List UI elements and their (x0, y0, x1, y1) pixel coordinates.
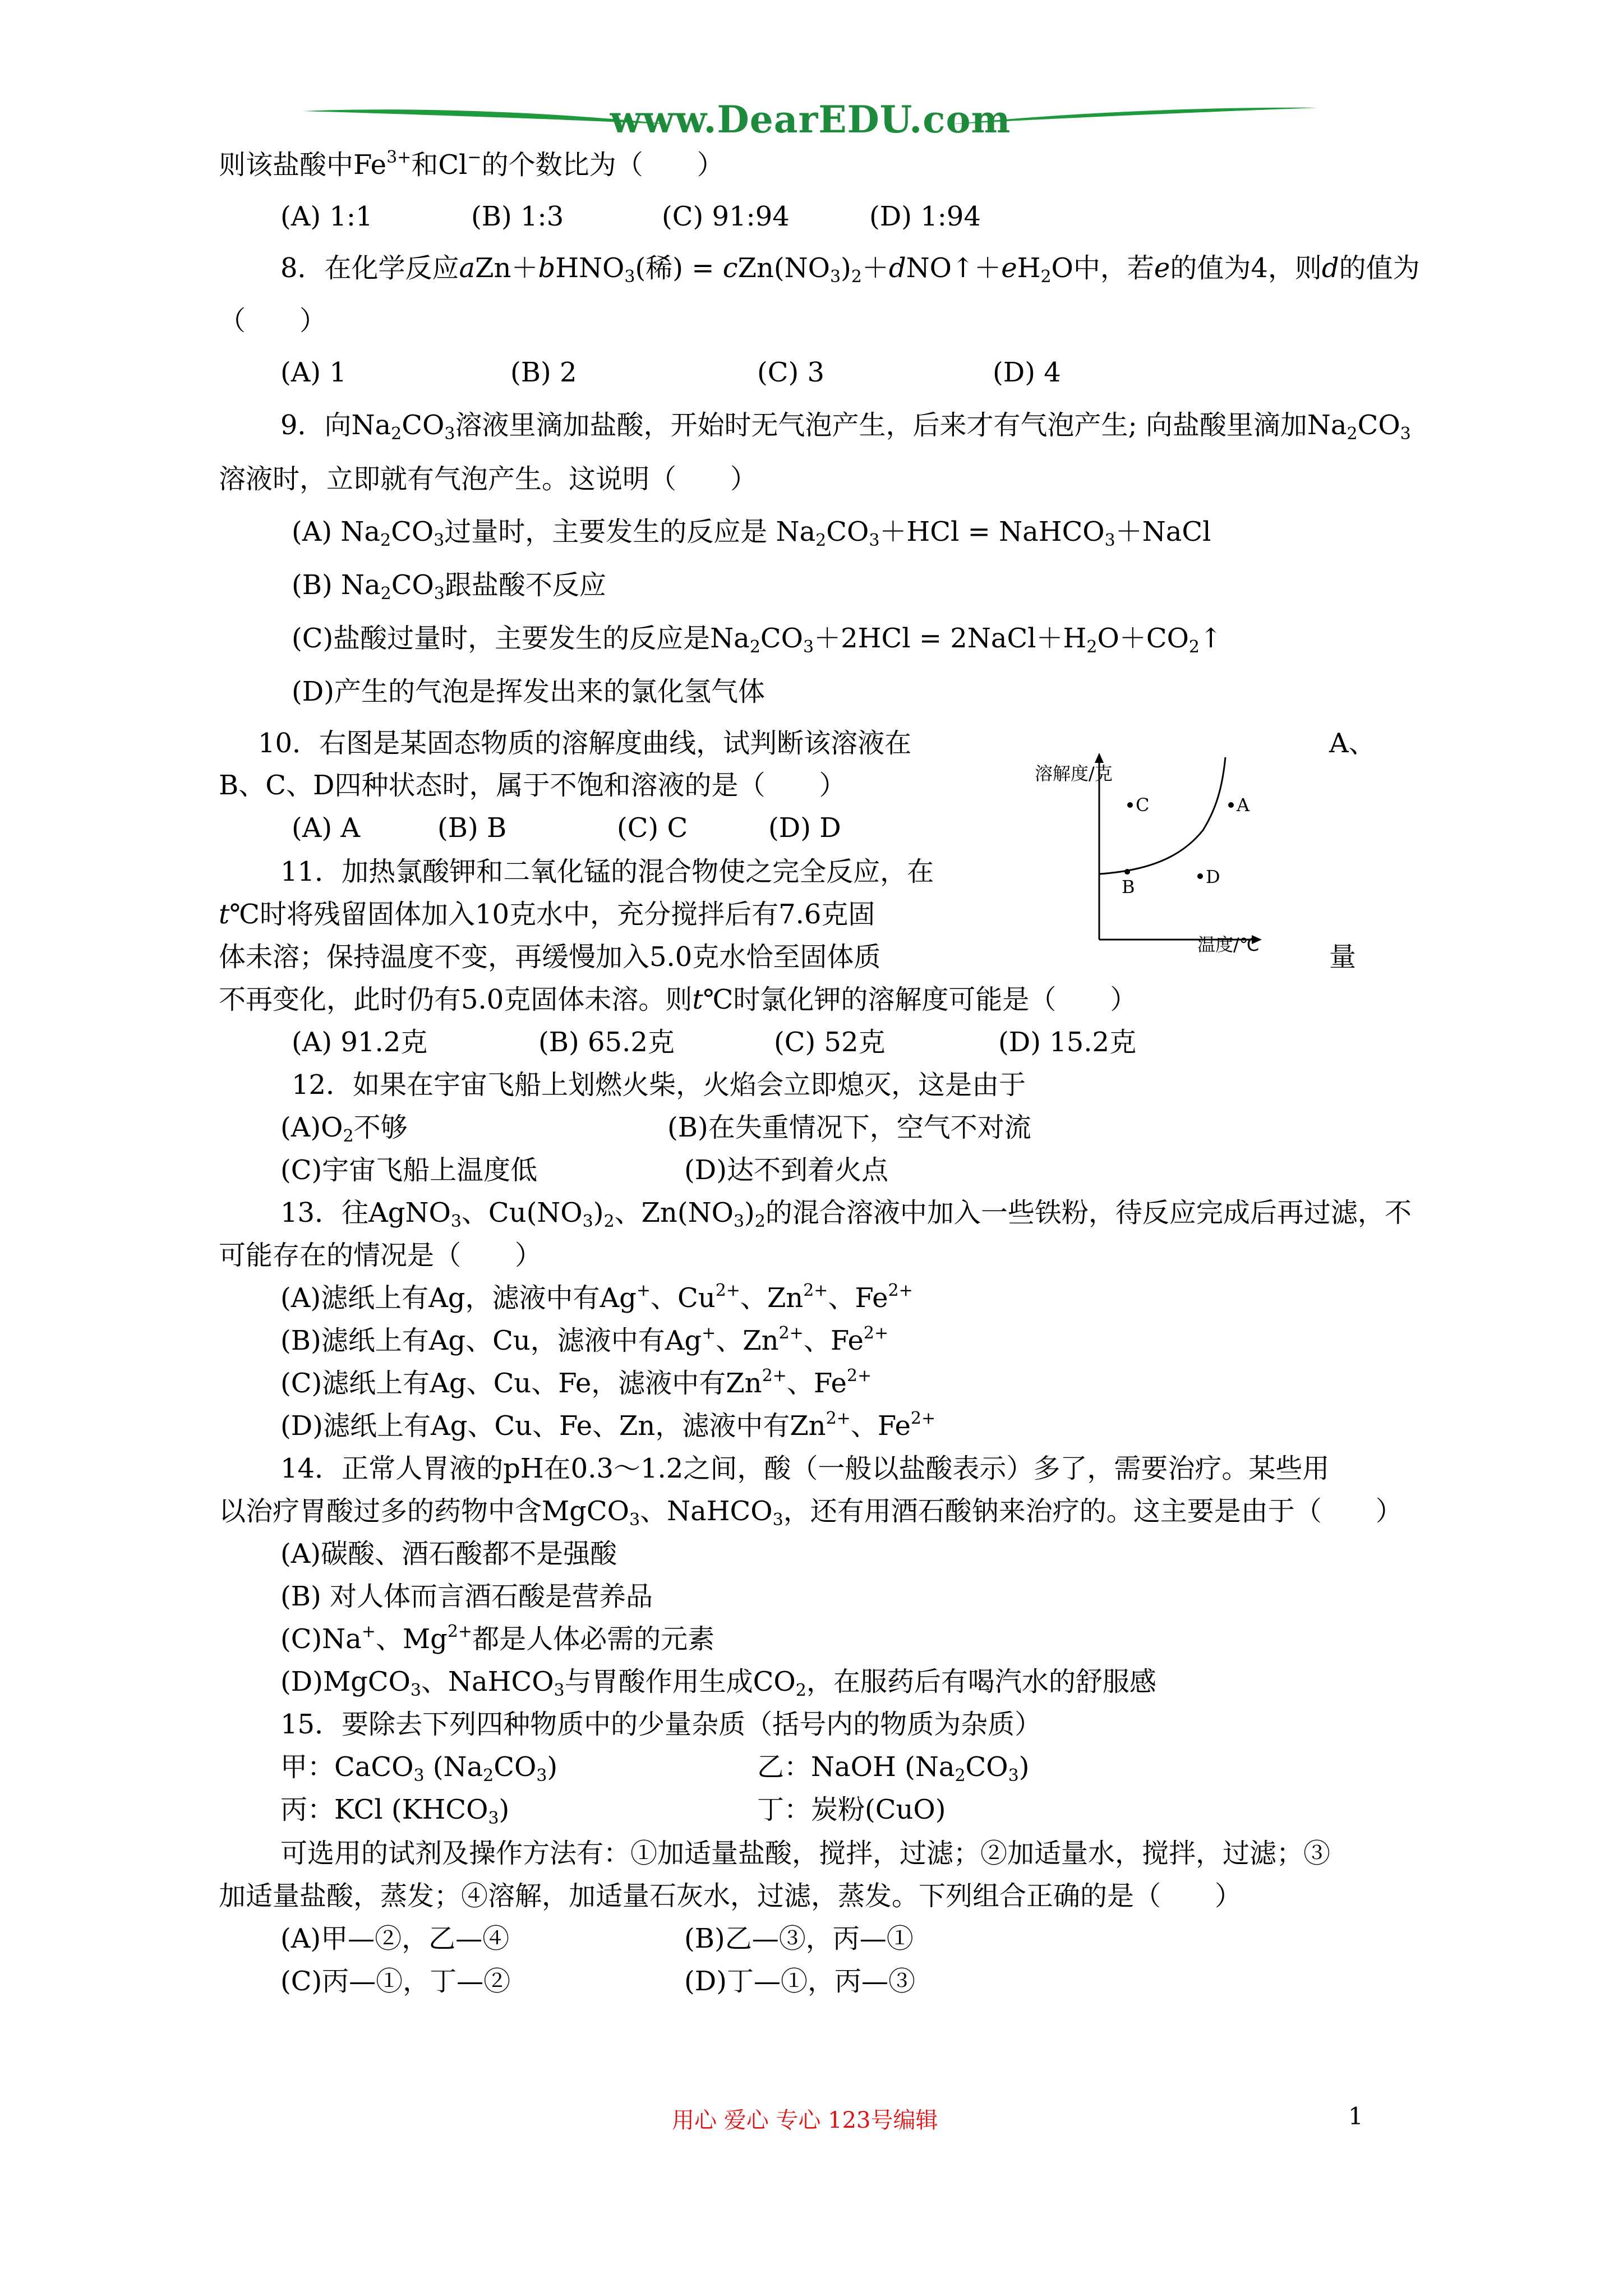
x-axis-label: 温度/℃ (1197, 934, 1260, 955)
point-a-label: A (1237, 794, 1250, 816)
q14-d1: (D)MgCO (280, 1666, 411, 1697)
q12-a2: 不够 (353, 1112, 408, 1143)
q15-bing2: ) (499, 1794, 510, 1825)
q13-a1: (A)滤纸上有Ag，滤液中有Ag (280, 1282, 637, 1314)
q9-l1s4: 3 (1400, 424, 1411, 444)
q7-stem-a: 则该盐酸中Fe (219, 149, 387, 181)
q10-option-d: (D) D (768, 812, 841, 844)
q11-line1: 11．加热氯酸钾和二氧化锰的混合物使之完全反应，在 (280, 856, 934, 887)
q9-option-c (292, 623, 1223, 657)
q9-c1: (C)盐酸过量时，主要发生的反应是Na (292, 623, 750, 654)
q8-s3: HNO (555, 252, 625, 284)
q14-ds3: 2 (795, 1681, 806, 1700)
q8-s5: Zn(NO (737, 252, 830, 284)
q15-methods-line1: 可选用的试剂及操作方法有：①加适量盐酸，搅拌，过滤；②加适量水，搅拌，过滤；③ (280, 1838, 1331, 1869)
q8-s4: (稀) = (635, 252, 723, 284)
q9-stem-line1 (280, 409, 1411, 444)
q14-l2a: 以治疗胃酸过多的药物中含MgCO (219, 1496, 629, 1527)
q10-stem-line1: 10．右图是某固态物质的溶解度曲线，试判断该溶液在 (258, 728, 912, 759)
q7-stem-c: 的个数比为（ ） (481, 149, 724, 181)
q8-var-d: d (888, 252, 906, 284)
q11-option-b: (B) 65.2克 (538, 1027, 675, 1058)
q15-item-jia (280, 1751, 558, 1786)
q13-l1s4: 3 (733, 1212, 745, 1231)
q9-as3: 2 (815, 531, 827, 550)
q15-item-yi (757, 1751, 1030, 1786)
q9-b2: CO (391, 569, 434, 601)
q9-b1: (B) Na (292, 569, 381, 601)
q9-bs1: 2 (380, 584, 391, 604)
q9-c5: ↑ (1200, 623, 1223, 654)
q13-stem-line1 (280, 1197, 1412, 1231)
q9-a4: CO (826, 516, 869, 547)
q11-l2b: ℃时将残留固体加入10克水中，充分搅拌后有7.6克固 (229, 899, 875, 930)
q11-option-a: (A) 91.2克 (292, 1027, 428, 1058)
q15-jias3: 3 (536, 1766, 547, 1786)
point-d-dot (1197, 873, 1203, 879)
q10-stem-line1-tail: A、 (1329, 728, 1376, 759)
q14-d3: 与胃酸作用生成CO (564, 1666, 796, 1697)
q14-stem-line1: 14．正常人胃液的pH在0.3～1.2之间，酸（一般以盐酸表示）多了，需要治疗。某些用 (280, 1453, 1330, 1484)
q9-option-a (292, 516, 1211, 550)
q13-bp1: + (702, 1323, 716, 1343)
q15-yis1: 2 (955, 1766, 966, 1786)
q8-var-c: c (722, 252, 738, 284)
q8-stem (280, 252, 1420, 287)
q13-option-a (280, 1282, 913, 1314)
q9-a1: (A) Na (292, 516, 380, 547)
q12-option-d: (D)达不到着火点 (684, 1154, 888, 1186)
point-b-dot (1124, 869, 1130, 875)
q13-l1d: 、Zn(NO (614, 1197, 734, 1228)
q13-l1c: ) (593, 1197, 604, 1228)
q11-line2 (219, 899, 875, 930)
q15-option-b: (B)乙—③，丙—① (684, 1923, 914, 1954)
q8-var-a: a (459, 252, 476, 284)
q13-ap1: + (636, 1281, 651, 1300)
q8-sub3: 3 (624, 267, 635, 287)
q9-cs3: 2 (1086, 637, 1098, 657)
q9-bs2: 3 (434, 584, 445, 604)
q8-sub6: 2 (851, 267, 862, 287)
site-header-banner (303, 90, 1318, 146)
chart-svg (1035, 746, 1293, 970)
q9-l1d: CO (1357, 409, 1400, 441)
q15-stem: 15．要除去下列四种物质中的少量杂质（括号内的物质为杂质） (280, 1709, 1042, 1740)
q13-ap2: 2+ (715, 1281, 740, 1300)
q13-b2: 、Zn (716, 1325, 779, 1356)
q13-stem-line2: 可能存在的情况是（ ） (219, 1240, 542, 1271)
q11-option-d: (D) 15.2克 (998, 1027, 1137, 1058)
q14-l2s1: 3 (629, 1510, 640, 1530)
q12-a1: (A)O (280, 1112, 343, 1143)
q9-cs1: 2 (749, 637, 760, 657)
q13-l1b: 、Cu(NO (461, 1197, 583, 1228)
q12-option-a (280, 1112, 408, 1146)
q8-s12: 的值为 (1339, 252, 1420, 284)
q12-stem: 12．如果在宇宙飞船上划燃火柴，火焰会立即熄灭，这是由于 (292, 1069, 1026, 1101)
q8-blank: （ ） (219, 305, 327, 337)
q15-yi1: 乙：NaOH (Na (757, 1751, 955, 1783)
q11-l4b: t (692, 984, 703, 1015)
q15-bing1: 丙：KCl (KHCO (280, 1794, 488, 1825)
q9-l1c: 溶液里滴加盐酸，开始时无气泡产生，后来才有气泡产生; 向盐酸里滴加Na (455, 409, 1347, 441)
q11-l2a: t (219, 899, 230, 930)
q9-a2: CO (391, 516, 434, 547)
q10-option-a: (A) A (292, 812, 361, 844)
q10-option-b: (B) B (437, 812, 507, 844)
q13-a2: 、Cu (651, 1282, 716, 1314)
q13-dp2: 2+ (910, 1409, 936, 1428)
q14-l2c: ，还有用酒石酸钠来治疗的。这主要是由于（ ） (783, 1496, 1403, 1527)
q9-l1s3: 2 (1347, 424, 1358, 444)
q12-as: 2 (343, 1126, 354, 1146)
q15-jia1: 甲：CaCO (280, 1751, 414, 1783)
q13-a3: 、Zn (740, 1282, 804, 1314)
q10-stem-line2: B、C、D四种状态时，属于不饱和溶液的是（ ） (219, 770, 846, 801)
q15-yis2: 3 (1008, 1766, 1019, 1786)
y-axis-label: 溶解度/克 (1035, 763, 1113, 784)
q13-l1s2: 3 (582, 1212, 593, 1231)
q8-s2: Zn＋ (475, 252, 538, 284)
q14-option-c (280, 1623, 714, 1655)
q14-l2s2: 3 (772, 1510, 783, 1530)
q14-cp1: + (361, 1622, 376, 1641)
q13-b3: 、Fe (803, 1325, 864, 1356)
q13-cp1: 2+ (762, 1366, 787, 1386)
q9-l1a: 9．向Na (280, 409, 391, 441)
q15-jia4: ) (547, 1751, 558, 1783)
y-axis-arrow (1095, 753, 1104, 763)
q11-line3: 体未溶；保持温度不变，再缓慢加入5.0克水恰至固体质 (219, 941, 881, 973)
q7-option-a: (A) 1:1 (280, 201, 373, 232)
q11-line3-tail: 量 (1329, 941, 1357, 973)
q15-yi2: CO (965, 1751, 1008, 1783)
q14-option-a: (A)碳酸、酒石酸都不是强酸 (280, 1538, 617, 1570)
q15-option-d: (D)丁—①，丙—③ (684, 1966, 915, 1997)
q9-c4: O＋CO (1097, 623, 1189, 654)
q9-stem-line2: 溶液时，立即就有气泡产生。这说明（ ） (219, 463, 758, 495)
q14-c3: 都是人体必需的元素 (472, 1623, 715, 1655)
q13-l1e: ) (744, 1197, 755, 1228)
q13-b1: (B)滤纸上有Ag、Cu，滤液中有Ag (280, 1325, 702, 1356)
q13-a4: 、Fe (828, 1282, 888, 1314)
q8-s8: NO↑＋ (906, 252, 1002, 284)
q14-option-d (280, 1666, 1156, 1700)
q9-cs2: 3 (803, 637, 814, 657)
q15-jias1: 3 (413, 1766, 425, 1786)
q7-stem-b: 和Cl (411, 149, 468, 181)
q9-as2: 3 (434, 531, 445, 550)
q9-option-b (292, 569, 606, 604)
q7-sup1: 3+ (386, 148, 412, 167)
q9-a5: ＋HCl = NaHCO (879, 516, 1105, 547)
q9-b3: 跟盐酸不反应 (444, 569, 606, 601)
q9-a3: 过量时，主要发生的反应是 Na (444, 516, 816, 547)
q12-option-b: (B)在失重情况下，空气不对流 (667, 1112, 1031, 1143)
q8-s1: 8．在化学反应 (280, 252, 459, 284)
q13-d2: 、Fe (850, 1410, 911, 1442)
q9-a6: ＋NaCl (1115, 516, 1211, 547)
q7-sup2: − (467, 148, 482, 167)
q13-option-b (280, 1325, 888, 1356)
q7-option-c: (C) 91:94 (662, 201, 790, 232)
q12-option-c: (C)宇宙飞船上温度低 (280, 1154, 538, 1186)
q13-cp2: 2+ (846, 1366, 872, 1386)
q13-c1: (C)滤纸上有Ag、Cu、Fe，滤液中有Zn (280, 1368, 762, 1399)
q8-option-c: (C) 3 (757, 357, 824, 388)
q13-ap4: 2+ (888, 1281, 913, 1300)
q15-item-bing (280, 1794, 510, 1828)
q13-bp2: 2+ (778, 1323, 804, 1343)
q9-as4: 3 (869, 531, 880, 550)
q14-ds1: 3 (410, 1681, 421, 1700)
q15-bings1: 3 (488, 1809, 499, 1828)
q8-s11: 的值为4，则 (1170, 252, 1322, 284)
q11-l4c: ℃时氯化钾的溶解度可能是（ ） (703, 984, 1137, 1015)
q13-dp1: 2+ (826, 1409, 851, 1428)
q13-d1: (D)滤纸上有Ag、Cu、Fe、Zn，滤液中有Zn (280, 1410, 826, 1442)
q14-ds2: 3 (554, 1681, 565, 1700)
q14-stem-line2 (219, 1496, 1403, 1530)
q14-option-b: (B) 对人体而言酒石酸是营养品 (280, 1581, 653, 1612)
q9-l1s1: 2 (391, 424, 402, 444)
page-number: 1 (1348, 2102, 1363, 2130)
q8-var-e2: e (1154, 252, 1170, 284)
q14-d4: ，在服药后有喝汽水的舒服感 (806, 1666, 1156, 1697)
q13-c2: 、Fe (786, 1368, 847, 1399)
q8-option-a: (A) 1 (280, 357, 347, 388)
q9-option-d: (D)产生的气泡是挥发出来的氯化氢气体 (292, 676, 765, 707)
q9-cs4: 2 (1188, 637, 1200, 657)
q7-stem (219, 149, 724, 181)
q8-sub5: 3 (829, 267, 841, 287)
point-a-dot (1228, 802, 1234, 808)
q8-s9: H (1017, 252, 1041, 284)
q8-option-d: (D) 4 (993, 357, 1061, 388)
solubility-curve (1099, 757, 1225, 874)
q14-c2: 、Mg (375, 1623, 448, 1655)
q13-option-d (280, 1410, 935, 1442)
q7-option-d: (D) 1:94 (869, 201, 981, 232)
q8-var-b: b (538, 252, 556, 284)
point-b-label: B (1122, 876, 1135, 898)
q8-sub9: 2 (1040, 267, 1052, 287)
q13-l1a: 13．往AgNO (280, 1197, 451, 1228)
q11-line4 (219, 984, 1137, 1015)
q7-option-b: (B) 1:3 (471, 201, 564, 232)
q9-c2: CO (760, 623, 803, 654)
q9-c3: ＋2HCl = 2NaCl＋H (814, 623, 1087, 654)
q14-l2b: 、NaHCO (640, 1496, 773, 1527)
q13-ap3: 2+ (803, 1281, 828, 1300)
q13-l1s1: 3 (450, 1212, 462, 1231)
q15-item-ding: 丁：炭粉(CuO) (757, 1794, 946, 1825)
q15-jia3: CO (494, 1751, 537, 1783)
q13-l1f: 的混合溶液中加入一些铁粉，待反应完成后再过滤，不 (765, 1197, 1412, 1228)
q13-option-c (280, 1368, 872, 1399)
q14-c1: (C)Na (280, 1623, 362, 1655)
q8-s10: O中，若 (1051, 252, 1154, 284)
q15-option-a: (A)甲—②，乙—④ (280, 1923, 510, 1954)
q15-jia2: (Na (424, 1751, 483, 1783)
q8-s6: ) (841, 252, 851, 284)
q11-option-c: (C) 52克 (774, 1027, 886, 1058)
q14-d2: 、NaHCO (421, 1666, 554, 1697)
q13-l1s5: 2 (754, 1212, 766, 1231)
q14-cp2: 2+ (447, 1622, 473, 1641)
q9-as1: 2 (380, 531, 391, 550)
solubility-curve-chart (1035, 746, 1293, 970)
point-d-label: D (1206, 866, 1220, 887)
q11-l4a: 不再变化，此时仍有5.0克固体未溶。则 (219, 984, 693, 1015)
site-url: www.DearEDU.com (610, 98, 1011, 141)
q9-as5: 3 (1104, 531, 1115, 550)
q8-s7: ＋ (861, 252, 889, 284)
q13-bp3: 2+ (863, 1323, 889, 1343)
q13-l1s3: 2 (603, 1212, 615, 1231)
q9-l1b: CO (402, 409, 445, 441)
point-c-dot (1127, 802, 1133, 808)
q8-var-e: e (1001, 252, 1017, 284)
q9-l1s2: 3 (444, 424, 455, 444)
point-c-label: C (1136, 794, 1150, 816)
q15-yi3: ) (1018, 1751, 1030, 1783)
q15-option-c: (C)丙—①，丁—② (280, 1966, 511, 1997)
q8-var-d2: d (1321, 252, 1339, 284)
q10-option-c: (C) C (617, 812, 688, 844)
q15-methods-line2: 加适量盐酸，蒸发；④溶解，加适量石灰水，过滤，蒸发。下列组合正确的是（ ） (219, 1880, 1242, 1912)
page-footer: 用心 爱心 专心 123号编辑 (672, 2108, 938, 2133)
q15-jias2: 2 (483, 1766, 494, 1786)
q8-option-b: (B) 2 (510, 357, 577, 388)
